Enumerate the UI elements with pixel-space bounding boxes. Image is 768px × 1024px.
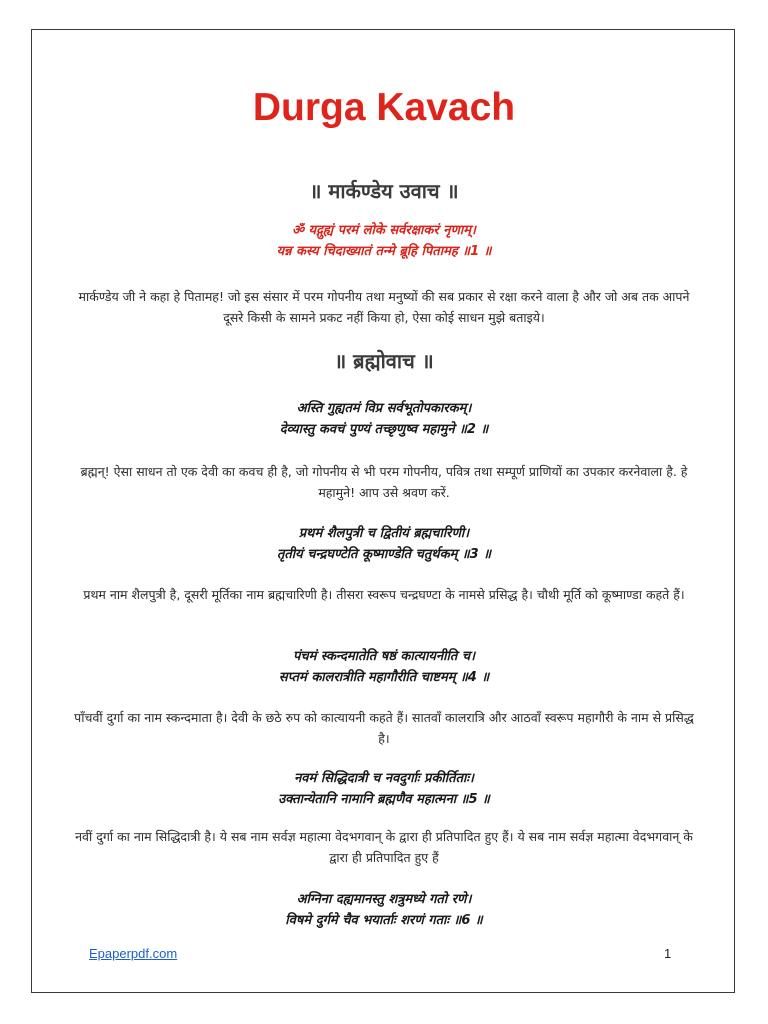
shloka-6-line-1: अग्निना दह्यमानस्तु शत्रुमध्ये गतो रणे। [296, 892, 472, 907]
paragraph-5: नवीं दुर्गा का नाम सिद्धिदात्री है। ये सब नाम सर्वज्ञ महात्मा वेदभगवान् के द्वारा ही प्रतिपादित हुए हैं। ये सब नाम सर्वज्ञ महात्मा वेदभगवान् के द्वारा ही प्रतिपादित हुए हैं [75, 829, 693, 865]
page-number: 1 [664, 946, 672, 961]
paragraph-3: प्रथम नाम शैलपुत्री है, दूसरी मूर्तिका नाम ब्रह्मचारिणी है। तीसरा स्वरूप चन्द्रघण्टा के नामसे प्रसिद्ध है। चौथी मूर्ति को कूष्माण्डा कहते हैं। [83, 587, 685, 602]
paragraph-1: मार्कण्डेय जी ने कहा हे पितामह! जो इस संसार में परम गोपनीय तथा मनुष्यों की सब प्रकार से रक्षा करने वाला है और जो अब तक आपने दूसरे किसी के सामने प्रकट नहीं किया हो, ऐसा कोई साधन मुझे बताइये। [78, 289, 690, 325]
shloka-5 [60, 768, 708, 810]
document-title: Durga Kavach [252, 86, 516, 129]
shloka-1 [60, 220, 708, 262]
paragraph-4: पाँचवीं दुर्गा का नाम स्कन्दमाता है। देवी के छठे रुप को कात्यायनी कहते हैं। सातवाँ कालरात्रि और आठवाँ स्वरूप महागौरी के नाम से प्रसिद्ध है। [74, 710, 694, 746]
shloka-5-line-1: नवमं सिद्धिदात्री च नवदुर्गाः प्रकीर्तिताः। [294, 771, 474, 786]
shloka-2-line-1: अस्ति गुह्यतमं विप्र सर्वभूतोपकारकम्। [296, 401, 472, 416]
shloka-1-line-2: यन्न कस्य चिदाख्यातं तन्मे ब्रूहि पितामह ॥1 ॥ [276, 244, 492, 259]
paragraph-2: ब्रह्मन्! ऐसा साधन तो एक देवी का कवच ही है, जो गोपनीय से भी परम गोपनीय, पवित्र तथा सम्पूर्ण प्राणियों का उपकार करनेवाला है. हे महामुने! आप उसे श्रवण करें. [80, 464, 688, 500]
shloka-4 [60, 646, 708, 688]
shloka-2-line-2: देव्यास्तु कवचं पुण्यं तच्छृणुष्व महामुने ॥2 ॥ [279, 422, 489, 437]
shloka-4-line-2: सप्तमं कालरात्रीति महागौरीति चाष्टमम् ॥4 ॥ [278, 670, 490, 685]
section-heading-markandeya: ॥ मार्कण्डेय उवाच ॥ [309, 179, 459, 203]
section-heading-brahma: ॥ ब्रह्मोवाच ॥ [334, 349, 434, 373]
shloka-6 [60, 889, 708, 931]
shloka-5-line-2: उक्तान्येतानि नामानि ब्रह्मणैव महात्मना ॥5 ॥ [278, 792, 490, 807]
shloka-2 [60, 398, 708, 440]
shloka-4-line-1: पंचमं स्कन्दमातेति षष्ठं कात्यायनीति च। [292, 649, 476, 664]
shloka-3-line-2: तृतीयं चन्द्रघण्टेति कूष्माण्डेति चतुर्थकम् ॥3 ॥ [276, 547, 492, 562]
shloka-6-line-2: विषमे दुर्गमे चैव भयार्ताः शरणं गताः ॥6 ॥ [285, 913, 483, 928]
shloka-3-line-1: प्रथमं शैलपुत्री च द्वितीयं ब्रह्मचारिणी। [298, 526, 470, 541]
shloka-3 [60, 523, 708, 565]
footer-site-link[interactable]: Epaperpdf.com [89, 946, 178, 961]
shloka-1-line-1: ॐ यद्गुह्यं परमं लोके सर्वरक्षाकरं नृणाम्। [292, 223, 476, 238]
